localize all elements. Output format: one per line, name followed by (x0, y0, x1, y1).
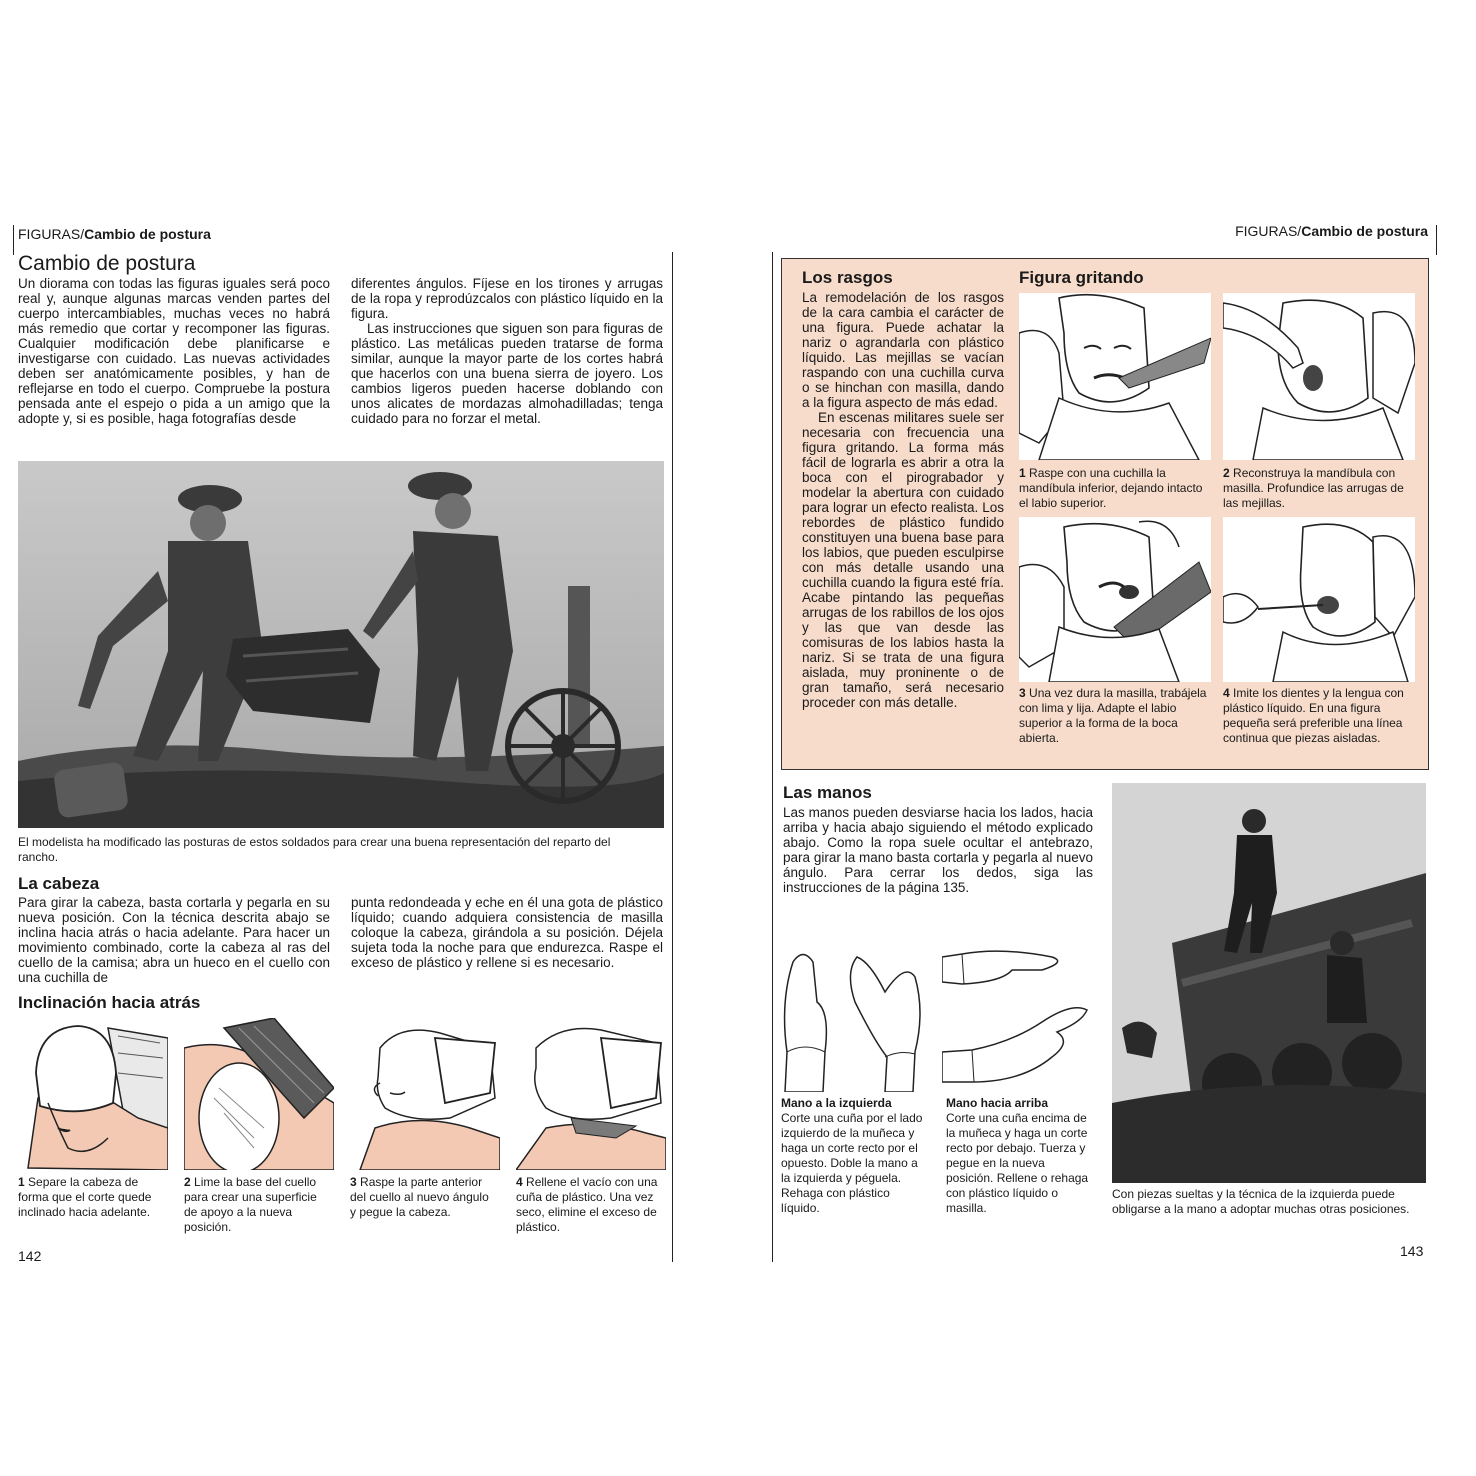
face-step-1-caption: 1 Raspe con una cuchilla la mandíbula inferior, dejando intacto el labio superior. (1019, 466, 1203, 510)
face-step-4-caption: 4 Imite los dientes y la lengua con plástico líquido. En una figura pequeña será preferible una línea continua que piezas aisladas. (1223, 686, 1404, 745)
intro-column-2: diferentes ángulos. Fíjese en los tirones y arrugas de la ropa y reprodúzcalos con plástico líquido en la figura. Las instrucciones que siguen son para figuras de plástico. Las metálicas pueden tratarse de forma similar, aunque la mayor parte de los cortes habrá que hacerlos con una buena sierra de joyero. Los cambios ligeros pueden hacerse doblando con unos alicates de mordazas almohadilladas; tenga cuidado para no forzar el metal. (351, 276, 663, 426)
page-number-right: 143 (1400, 1243, 1424, 1259)
rasgos-text: La remodelación de los rasgos de la cara cambia el carácter de una figura. Puede achatar la nariz o agrandarla con plástico líquido. Las mejillas se vacían raspando con una cuchilla curva o se hinchan con masilla, dando a la figura aspecto de más edad. En escenas militares suele ser necesaria con frecuencia una figura gritando. La forma más fácil de lograrla es abrir a otra la boca con el pirograbador y modelar la abertura con cuidado para lograr un efecto realista. Los rebordes de plástico fundido constituyen una buena base para los labios, que pueden esculpirse con más detalle usando una cuchilla cuando la figura esté fría. Acabe pintando las pequeñas arrugas de los rabillos de los ojos y las que van desde las comisuras de los labios hasta la nariz. Si se trata de una figura aislada, muy proninente o de gran tamaño, será necesario proceder con más detalle. (802, 290, 1004, 710)
inclinacion-heading: Inclinación hacia atrás (18, 993, 201, 1012)
step-2-caption: 2 Lime la base del cuello para crear una superficie de apoyo a la nueva posición. (184, 1175, 317, 1234)
hand-up-caption: Mano hacia arriba Corte una cuña encima de la muñeca y haga un corte recto por debajo. Tuerza y pegue en la nueva posición. Rellene o rehaga con plástico líquido o masilla. (946, 1096, 1089, 1215)
rasgos-heading: Los rasgos (802, 268, 893, 287)
hand-left-illustration (775, 942, 935, 1092)
page-number-left: 142 (18, 1248, 42, 1264)
header-section: FIGURAS/ (18, 226, 85, 242)
cabeza-column-1: Para girar la cabeza, basta cortarla y pegarla en su nueva posición. Con la técnica descrita abajo se inclina hacia atrás o hacia adelante. Para hacer un movimiento combinado, corte la cabeza al ras del cuello de la camisa; abra un hueco en el cuello con una cuchilla de (18, 895, 330, 985)
face-step-1-illustration (1019, 293, 1211, 460)
step-1-caption: 1 Separe la cabeza de forma que el corte quede inclinado hacia adelante. (18, 1175, 152, 1219)
cabeza-column-2: punta redondeada y eche en él una gota de plástico líquido; cuando adquiera consistencia de masilla coloque la cabeza, girándola a su posición. Déjela sujeta toda la noche para que endurezca. Raspe el exceso de plástico y rellene si es necesario. (351, 895, 663, 970)
step-4-caption: 4 Rellene el vacío con una cuña de plástico. Una vez seco, elimine el exceso de plástico. (516, 1175, 658, 1234)
step-3-caption: 3 Raspe la parte anterior del cuello al nuevo ángulo y pegue la cabeza. (350, 1175, 489, 1219)
face-step-3-illustration (1019, 517, 1211, 682)
manos-heading: Las manos (783, 783, 872, 802)
page-title: Cambio de postura (18, 252, 196, 275)
header-section: FIGURAS/ (1235, 223, 1302, 239)
face-step-3-caption: 3 Una vez dura la masilla, trabájela con lima y lija. Adapte el labio superior a la forma de la boca abierta. (1019, 686, 1207, 745)
header-topic: Cambio de postura (84, 226, 211, 242)
tank-photo-caption: Con piezas sueltas y la técnica de la izquierda puede obligarse a la mano a adoptar muchas otras posiciones. (1112, 1187, 1410, 1216)
soldiers-photo (18, 461, 664, 828)
left-header (18, 226, 211, 242)
intro-column-1: Un diorama con todas las figuras iguales será poco real y, aunque algunas marcas venden partes del cuerpo intercambiables, muchas veces no habrá más remedio que cortar y recomponer las figuras. Cualquier modificación debe planificarse e investigarse con cuidado. Las nuevas actividades deben ser anatómicamente posibles, y han de reflejarse en todo el cuerpo. Compruebe la postura pensada ante el espejo o pida a un amigo que la adopte y, si es posible, haga fotografías desde (18, 276, 330, 426)
right-header (1235, 223, 1428, 239)
face-step-2-caption: 2 Reconstruya la mandíbula con masilla. Profundice las arrugas de las mejillas. (1223, 466, 1404, 510)
soldiers-photo-caption: El modelista ha modificado las posturas de estos soldados para crear una buena representación del reparto del rancho. (18, 835, 611, 864)
step-3-illustration (350, 1018, 500, 1170)
hand-up-illustration (942, 942, 1102, 1092)
manos-text: Las manos pueden desviarse hacia los lados, hacia arriba y hacia abajo siguiendo el método explicado abajo. Como la ropa suele ocultar el antebrazo, para girar la mano basta cortarla y pegarla al nuevo ángulo. Para cerrar los dedos, siga las instrucciones de la página 135. (783, 805, 1093, 895)
header-topic: Cambio de postura (1301, 223, 1428, 239)
step-1-illustration (18, 1018, 168, 1170)
step-2-illustration (184, 1018, 334, 1170)
tank-photo (1112, 783, 1426, 1183)
gritando-heading: Figura gritando (1019, 268, 1144, 287)
face-step-2-illustration (1223, 293, 1415, 460)
face-step-4-illustration (1223, 517, 1415, 682)
hand-left-caption: Mano a la izquierda Corte una cuña por el lado izquierdo de la muñeca y haga un corte recto por el opuesto. Doble la mano a la izquierda y péguela. Rehaga con plástico líquido. (781, 1096, 923, 1215)
cabeza-heading: La cabeza (18, 874, 100, 893)
step-4-illustration (516, 1018, 666, 1170)
